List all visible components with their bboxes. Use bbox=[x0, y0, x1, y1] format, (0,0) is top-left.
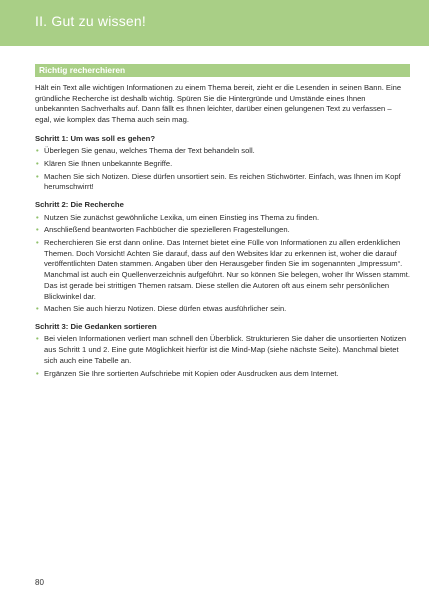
bullet-list bbox=[35, 334, 410, 379]
bullet-icon: • bbox=[36, 159, 39, 169]
section-heading: Richtig recherchieren bbox=[35, 64, 410, 77]
chapter-title: II. Gut zu wissen! bbox=[35, 13, 146, 29]
step-heading: Schritt 3: Die Gedanken sortieren bbox=[35, 321, 157, 331]
list-item bbox=[35, 238, 410, 302]
list-item-text: Machen Sie auch hierzu Notizen. Diese dürfen etwas ausführlicher sein. bbox=[44, 304, 287, 314]
bullet-icon: • bbox=[36, 238, 39, 248]
step-heading: Schritt 1: Um was soll es gehen? bbox=[35, 133, 156, 143]
bullet-icon: • bbox=[36, 334, 39, 344]
intro-paragraph: Hält ein Text alle wichtigen Informationen zu einem Thema bereit, zieht er die Lesenden in seinen Bann. Eine gründliche Recherche ist deshalb wichtig. Spüren Sie die Hintergründe und Umstände eines Ihnen unbekannten Sachverhalts auf. Dann fällt es Ihnen leichter, darüber einen gelungenen Text zu verfassen – egal, wie komplex das Thema auch sein mag. bbox=[35, 83, 402, 125]
list-item bbox=[35, 172, 410, 193]
list-item bbox=[35, 334, 410, 366]
list-item bbox=[35, 225, 410, 236]
bullet-icon: • bbox=[36, 368, 39, 378]
list-item bbox=[35, 304, 410, 315]
list-item bbox=[35, 213, 410, 224]
chapter-header bbox=[0, 0, 429, 46]
step-3 bbox=[35, 322, 410, 379]
step-2 bbox=[35, 200, 410, 315]
list-item-text: Machen Sie sich Notizen. Diese dürfen unsortiert sein. Es reichen Stichwörter. Einfach, was Ihnen im Kopf herumschwirrt! bbox=[44, 171, 401, 192]
bullet-list bbox=[35, 146, 410, 193]
list-item bbox=[35, 146, 410, 157]
list-item bbox=[35, 369, 410, 380]
list-item-text: Nutzen Sie zunächst gewöhnliche Lexika, um einen Einstieg ins Thema zu finden. bbox=[44, 212, 320, 222]
list-item-text: Bei vielen Informationen verliert man schnell den Überblick. Strukturieren Sie daher die unsortierten Notizen aus Schritt 1 und 2. Eine gute Möglichkeit hierfür ist die Mind-Map (siehe nächste Seite). Manchmal bietet sich auch eine Tabelle an. bbox=[44, 334, 407, 365]
bullet-icon: • bbox=[36, 212, 39, 222]
page-number: 80 bbox=[35, 578, 44, 587]
step-heading: Schritt 2: Die Recherche bbox=[35, 200, 124, 210]
list-item-text: Anschließend beantworten Fachbücher die spezielleren Fragestellungen. bbox=[44, 225, 290, 235]
bullet-list bbox=[35, 213, 410, 315]
step-1 bbox=[35, 134, 410, 193]
page-content bbox=[35, 64, 410, 386]
list-item bbox=[35, 159, 410, 170]
list-item-text: Recherchieren Sie erst dann online. Das Internet bietet eine Fülle von Informationen zu allen erdenklichen Themen. Doch Vorsicht! Achten Sie darauf, dass auf den Websites klar zu erkennen ist, woher die darauf veröffentlichten Daten stammen. Angaben über den Herausgeber finden Sie im sogenannten „Impressum“. Manchmal ist auch ein Quellenverzeichnis aufgeführt. Nur so können Sie belegen, woher Ihr Wissen stammt. Das ist gerade bei strittigen Themen ratsam. Diese stellen die Autoren oft aus einem sehr persönlichen Blickwinkel dar. bbox=[44, 238, 410, 301]
bullet-icon: • bbox=[36, 225, 39, 235]
list-item-text: Klären Sie Ihnen unbekannte Begriffe. bbox=[44, 159, 173, 169]
bullet-icon: • bbox=[36, 171, 39, 181]
list-item-text: Ergänzen Sie Ihre sortierten Aufschriebe mit Kopien oder Ausdrucken aus dem Internet. bbox=[44, 368, 339, 378]
bullet-icon: • bbox=[36, 304, 39, 314]
bullet-icon: • bbox=[36, 146, 39, 156]
list-item-text: Überlegen Sie genau, welches Thema der Text behandeln soll. bbox=[44, 146, 255, 156]
